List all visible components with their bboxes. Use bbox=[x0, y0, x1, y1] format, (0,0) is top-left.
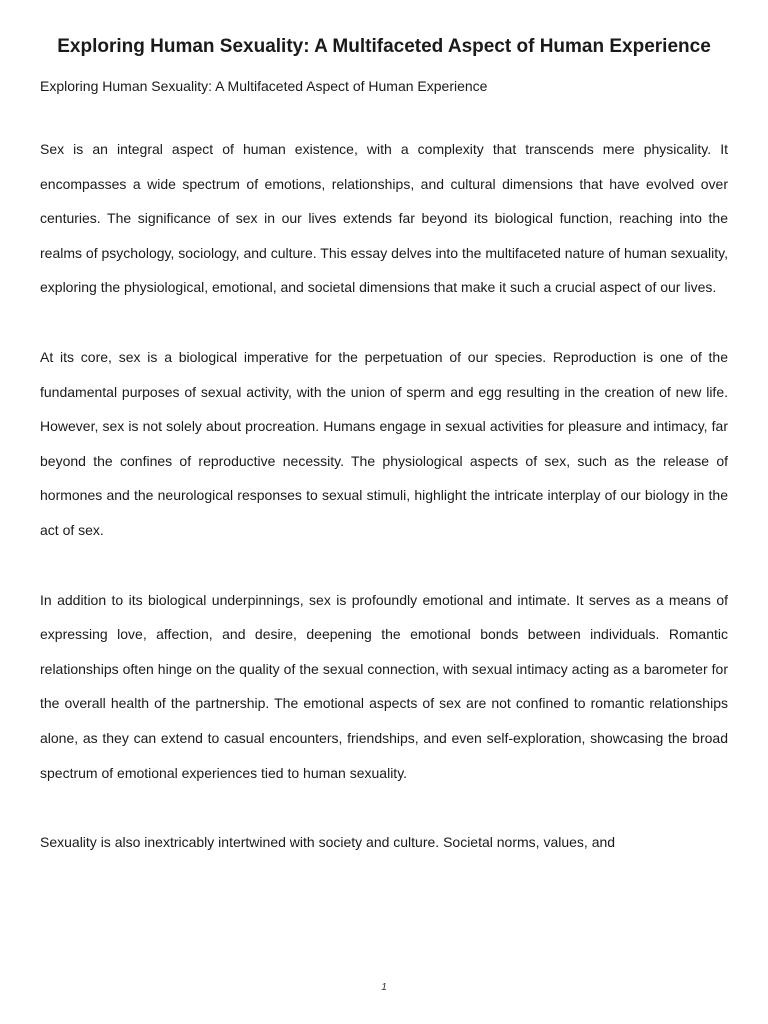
page-number: 1 bbox=[381, 982, 387, 993]
paragraph-4: Sexuality is also inextricably intertwined with society and culture. Societal norms, values, and bbox=[40, 834, 616, 851]
paragraph-2: At its core, sex is a biological imperative for the perpetuation of our species. Reproduction is one of the fundamental purposes of sexual activity, with the union of sperm and egg resulting in the creation of new life. However, sex is not solely about procreation. Humans engage in sexual activities for pleasure and intimacy, far beyond the confines of reproductive necessity. The physiological aspects of sex, such as the release of hormones and the neurological responses to sexual stimuli, highlight the intricate interplay of our biology in the act of sex. bbox=[40, 348, 728, 538]
document-body bbox=[40, 72, 728, 895]
document-subtitle: Exploring Human Sexuality: A Multifaceted Aspect of Human Experience bbox=[40, 78, 488, 94]
paragraph-3: In addition to its biological underpinnings, sex is profoundly emotional and intimate. It serves as a means of expressing love, affection, and desire, deepening the emotional bonds between individuals. Romantic relationships often hinge on the quality of the sexual connection, with sexual intimacy acting as a barometer for the overall health of the partnership. The emotional aspects of sex are not confined to romantic relationships alone, as they can extend to casual encounters, friendships, and even self-exploration, showcasing the broad spectrum of emotional experiences tied to human sexuality. bbox=[40, 591, 728, 781]
paragraph-1: Sex is an integral aspect of human existence, with a complexity that transcends mere physicality. It encompasses a wide spectrum of emotions, relationships, and cultural dimensions that have evolved over centuries. The significance of sex in our lives extends far beyond its biological function, reaching into the realms of psychology, sociology, and culture. This essay delves into the multifaceted nature of human sexuality, exploring the physiological, emotional, and societal dimensions that make it such a crucial aspect of our lives. bbox=[40, 141, 728, 296]
document-title: Exploring Human Sexuality: A Multifaceted Aspect of Human Experience bbox=[57, 36, 711, 57]
